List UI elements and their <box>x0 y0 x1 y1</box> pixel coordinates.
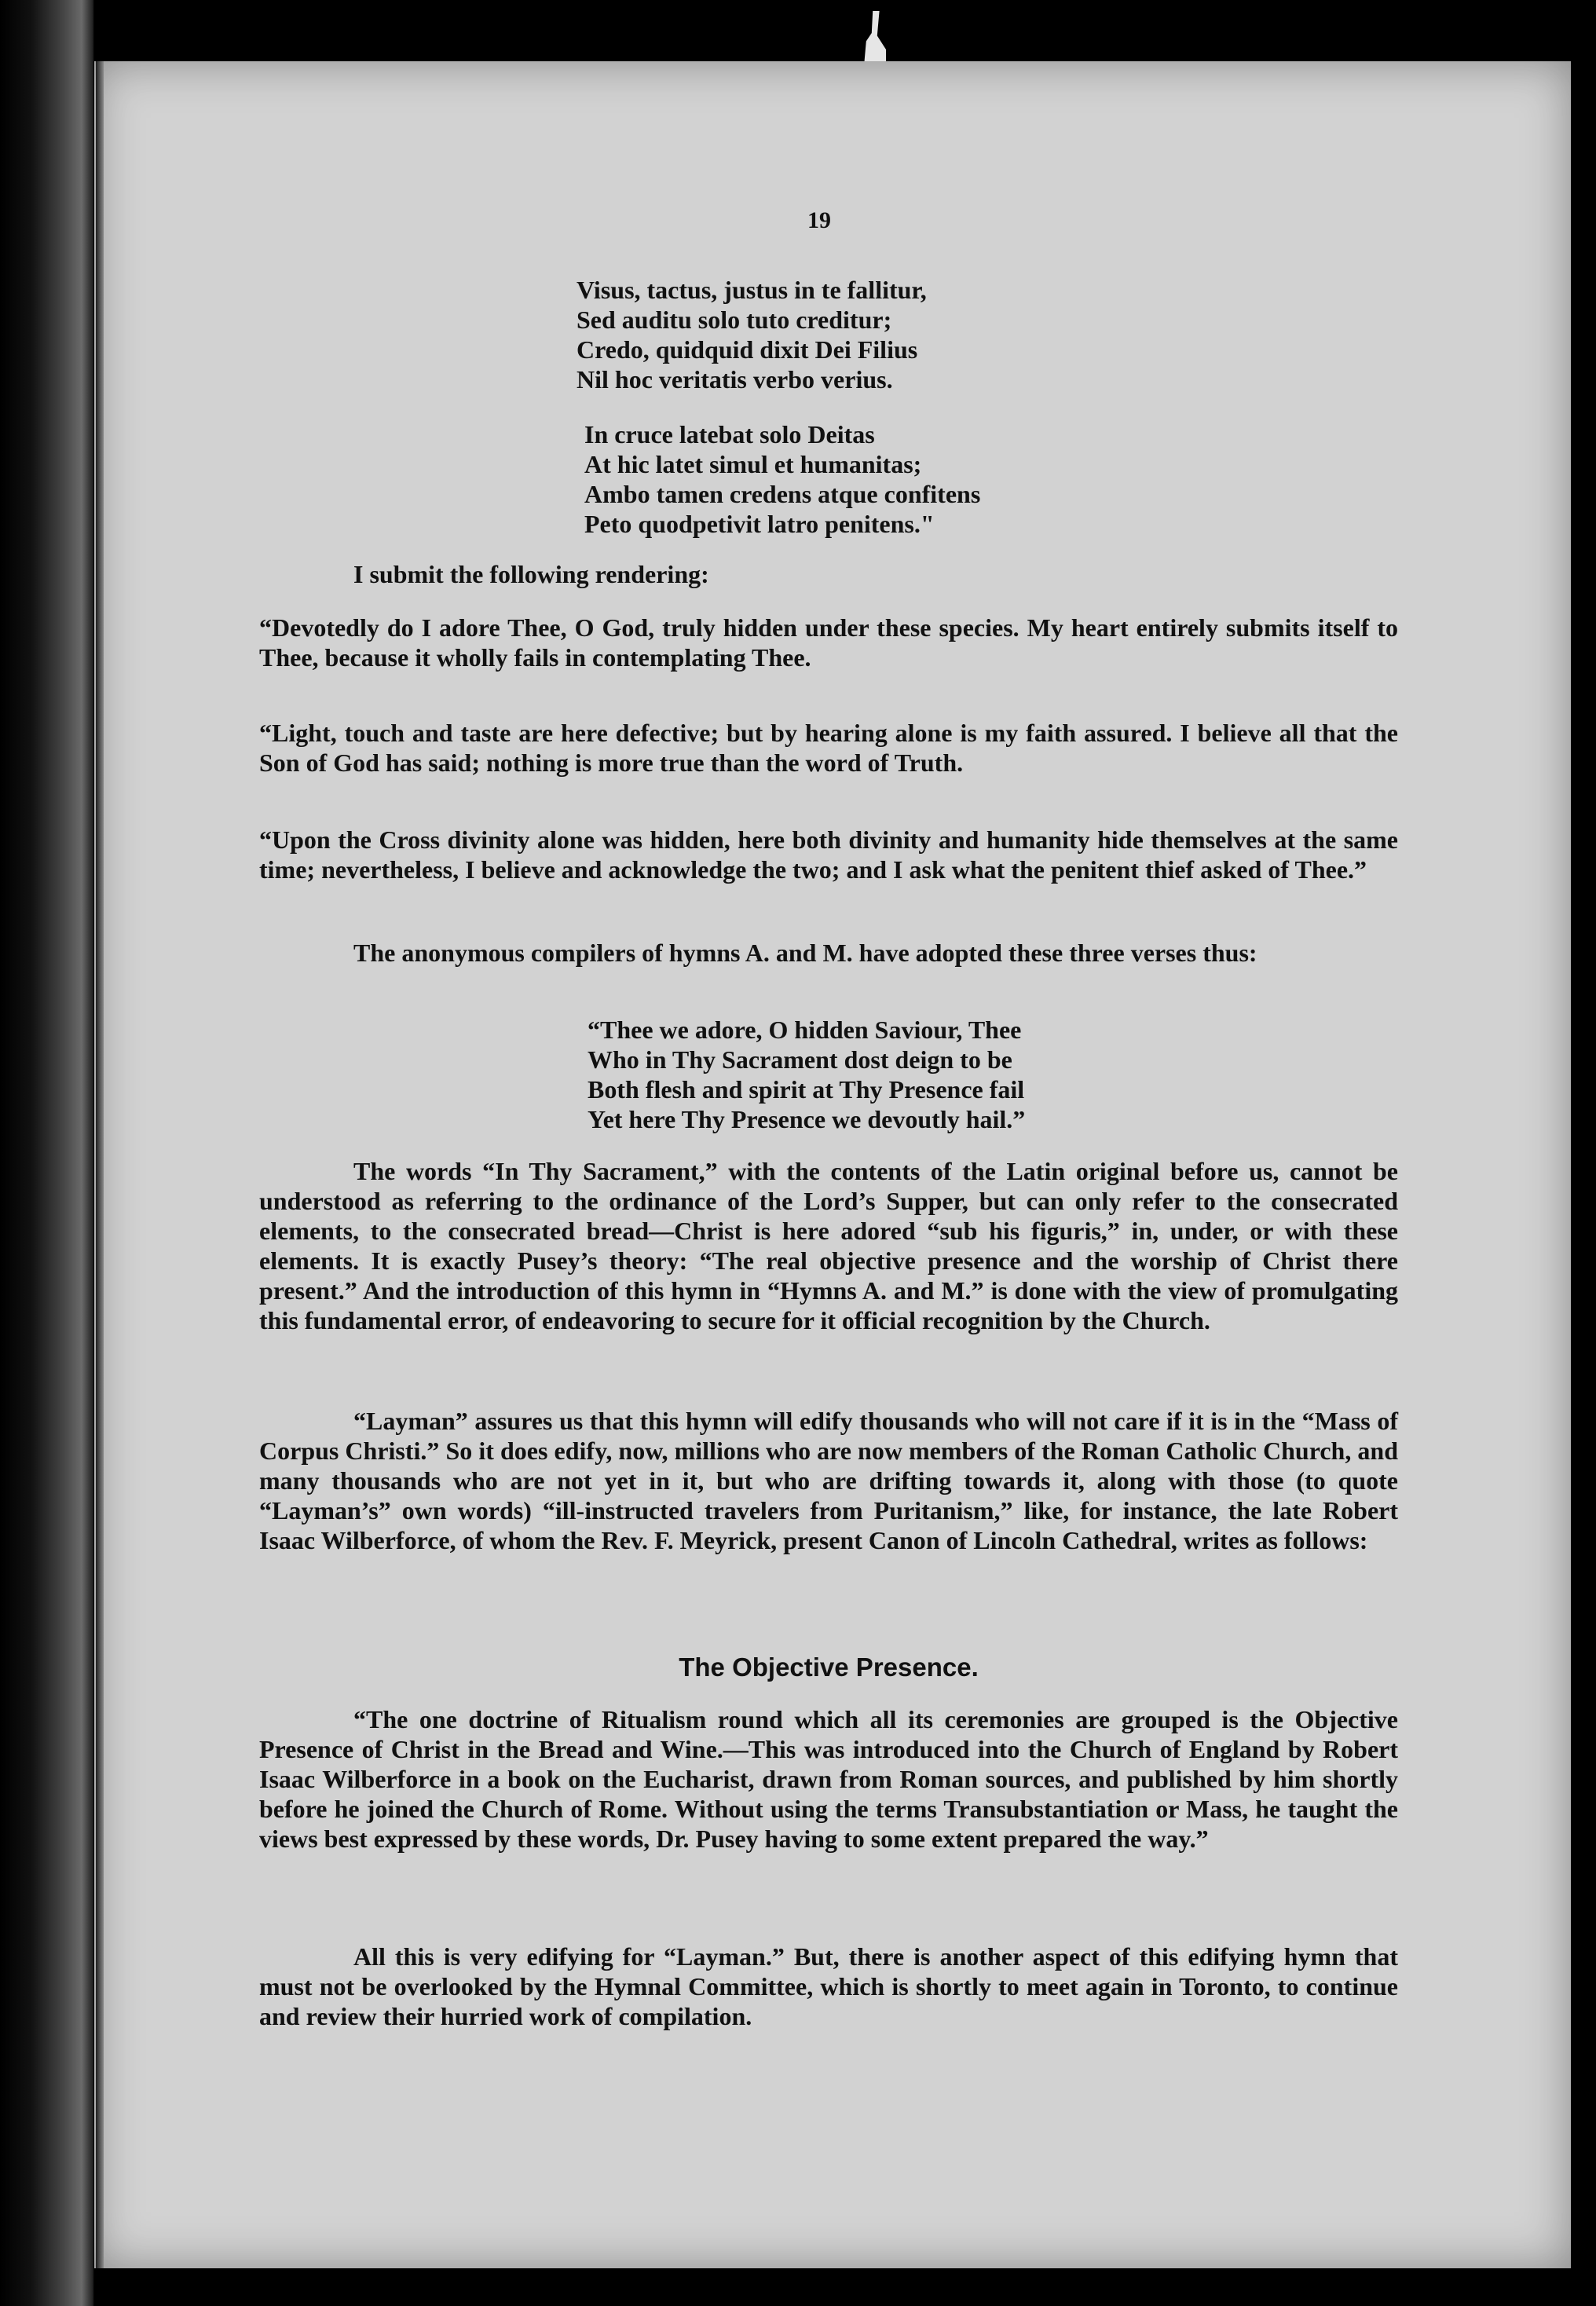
verse-line: Sed auditu solo tuto creditur; <box>577 306 892 334</box>
verse-line: Yet here Thy Presence we devoutly hail.” <box>588 1105 1026 1133</box>
verse-line: At hic latet simul et humanitas; <box>584 450 922 478</box>
verse-line: In cruce latebat solo Deitas <box>584 420 875 448</box>
compilers-paragraph: The anonymous compilers of hymns A. and M. have adopted these three verses thus: <box>353 939 1257 967</box>
rendering-intro: I submit the following rendering: <box>353 560 709 588</box>
ritualism-paragraph: “The one doctrine of Ritualism round which all its ceremonies are grouped is the Objective Presence of Christ in the Bread and Wine.—This was introduced into the Church of England by Robert Isaac Wilberforce in a book on the Eucharist, drawn from Roman sources, and published by him shortly before he joined the Church of Rome. Without using the terms Transubstantiation or Mass, he taught the views best expressed by these words, Dr. Pusey having to some extent prepared the way.” <box>259 1705 1398 1853</box>
hymn-verse <box>588 1015 1025 1134</box>
layman-paragraph: “Layman” assures us that this hymn will edify thousands who will not care if it is in the “Mass of Corpus Christi.” So it does edify, now, millions who are now members of the Roman Catholic Church, and many thousands who are not yet in it, but who are drifting towards it, along with those (to quote “Layman’s” own words) “ill-instructed travelers from Puritanism,” like, for instance, the late Robert Isaac Wilberforce, of whom the Rev. F. Meyrick, present Canon of Lincoln Cathedral, writes as follows: <box>259 1407 1398 1554</box>
sacrament-paragraph: The words “In Thy Sacrament,” with the contents of the Latin original before us, cannot be understood as referring to the ordinance of the Lord’s Supper, but can only refer to the consecrated elements, to the consecrated bread—Christ is here adored “sub his figuris,” in, under, or with these elements. It is exactly Pusey’s theory: “The real objective presence and the worship of Christ there present.” And the introduction of this hymn in “Hymns A. and M.” is done with the view of promulgating this fundamental error, of endeavoring to secure for it official recognition by the Church. <box>259 1157 1398 1334</box>
section-heading: The Objective Presence. <box>679 1653 979 1682</box>
rendering-paragraph-1: “Devotedly do I adore Thee, O God, truly hidden under these species. My heart entirely submits itself to Thee, because it wholly fails in contemplating Thee. <box>259 613 1398 672</box>
verse-line: Who in Thy Sacrament dost deign to be <box>588 1045 1012 1074</box>
latin-stanza-1 <box>577 275 927 394</box>
book-binding-shadow <box>0 0 94 2306</box>
rendering-paragraph-2: “Light, touch and taste are here defective; but by hearing alone is my faith assured. I believe all that the Son of God has said; nothing is more true than the word of Truth. <box>259 719 1398 777</box>
page-tab-mark <box>864 11 886 66</box>
closing-paragraph: All this is very edifying for “Layman.” But, there is another aspect of this edifying hymn that must not be overlooked by the Hymnal Committee, which is shortly to meet again in Toronto, to continue and review their hurried work of compilation. <box>259 1942 1398 2030</box>
verse-line: Both flesh and spirit at Thy Presence fail <box>588 1075 1025 1104</box>
page-gutter <box>96 61 104 2268</box>
rendering-paragraph-3: “Upon the Cross divinity alone was hidden, here both divinity and humanity hide themselves at the same time; nevertheless, I believe and acknowledge the two; and I ask what the penitent thief asked of Thee.” <box>259 825 1398 884</box>
verse-line: Nil hoc veritatis verbo verius. <box>577 365 893 393</box>
latin-stanza-2 <box>584 419 980 539</box>
verse-line: Ambo tamen credens atque confitens <box>584 480 981 508</box>
verse-line: Visus, tactus, justus in te fallitur, <box>577 276 927 304</box>
page-number: 19 <box>807 207 831 233</box>
verse-line: “Thee we adore, O hidden Saviour, Thee <box>588 1016 1022 1044</box>
verse-line: Credo, quidquid dixit Dei Filius <box>577 335 918 364</box>
verse-line: Peto quodpetivit latro penitens." <box>584 510 935 538</box>
